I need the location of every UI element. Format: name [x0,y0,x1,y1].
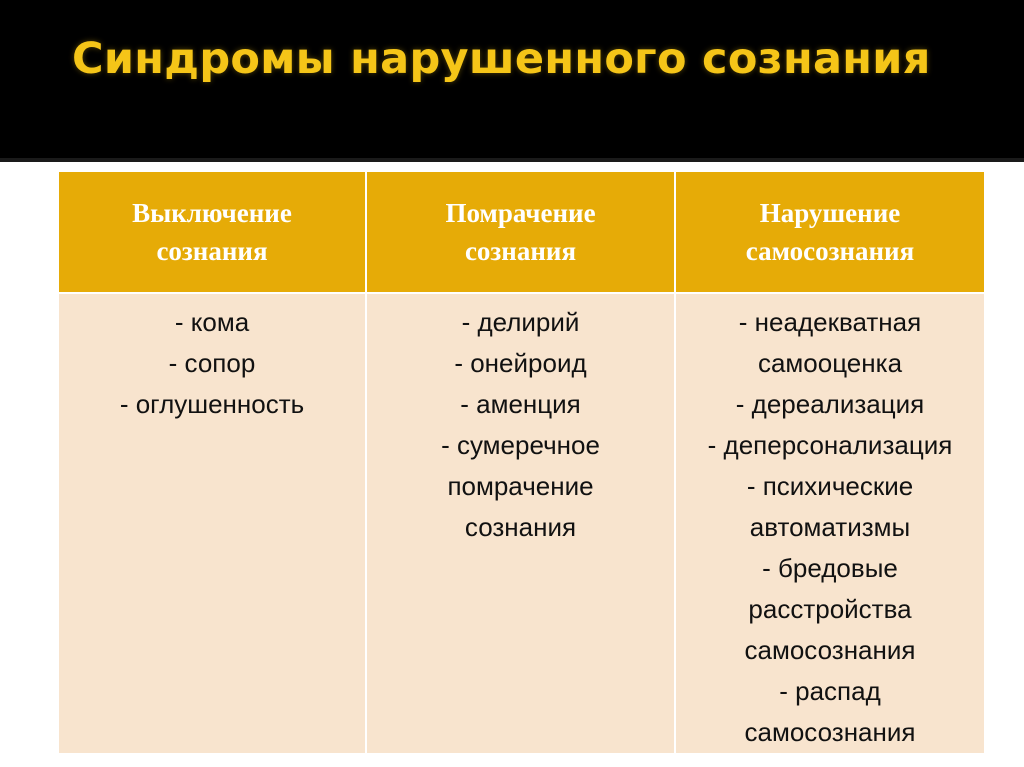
list-item: помрачение [447,471,594,501]
list-item: - неадекватная [738,307,922,337]
list-item: - распад [779,676,881,706]
list-item: самосознания [744,717,916,747]
list-item: - кома [174,307,250,337]
header-cell-consciousness-off [59,172,366,293]
header-cell-consciousness-clouding [366,172,675,293]
list-item: самооценка [757,348,903,378]
header-line: самосознания [745,236,915,266]
list-item: - сумеречное [441,430,600,460]
list-item: - бредовые [762,553,898,583]
list-item: сознания [464,512,577,542]
table-header-row [59,172,984,293]
body-cell-consciousness-off [59,293,366,753]
title-bar [0,0,1024,158]
title-bar-divider [0,158,1024,162]
list-item: - делирий [461,307,580,337]
list-item: - психические [746,471,914,501]
header-cell-self-awareness-disorder [675,172,984,293]
header-line: Выключение [132,198,292,228]
header-line: Нарушение [759,198,901,228]
table-row [59,293,984,753]
body-cell-consciousness-clouding [366,293,675,753]
list-item: - дереализация [735,389,925,419]
list-item: - онейроид [454,348,587,378]
list-item: - оглушенность [119,389,305,419]
header-line: сознания [464,236,577,266]
slide-title: Синдромы нарушенного сознания [72,34,931,84]
list-item: - аменция [460,389,581,419]
header-line: сознания [156,236,268,266]
syndromes-table-container [59,172,984,747]
list-item: - сопор [168,348,256,378]
list-item: - деперсонализация [707,430,953,460]
body-cell-self-awareness-disorder [675,293,984,753]
syndromes-table [59,172,984,753]
list-item: расстройства [748,594,912,624]
list-item: самосознания [744,635,916,665]
list-item: автоматизмы [749,512,911,542]
header-line: Помрачение [445,198,596,228]
